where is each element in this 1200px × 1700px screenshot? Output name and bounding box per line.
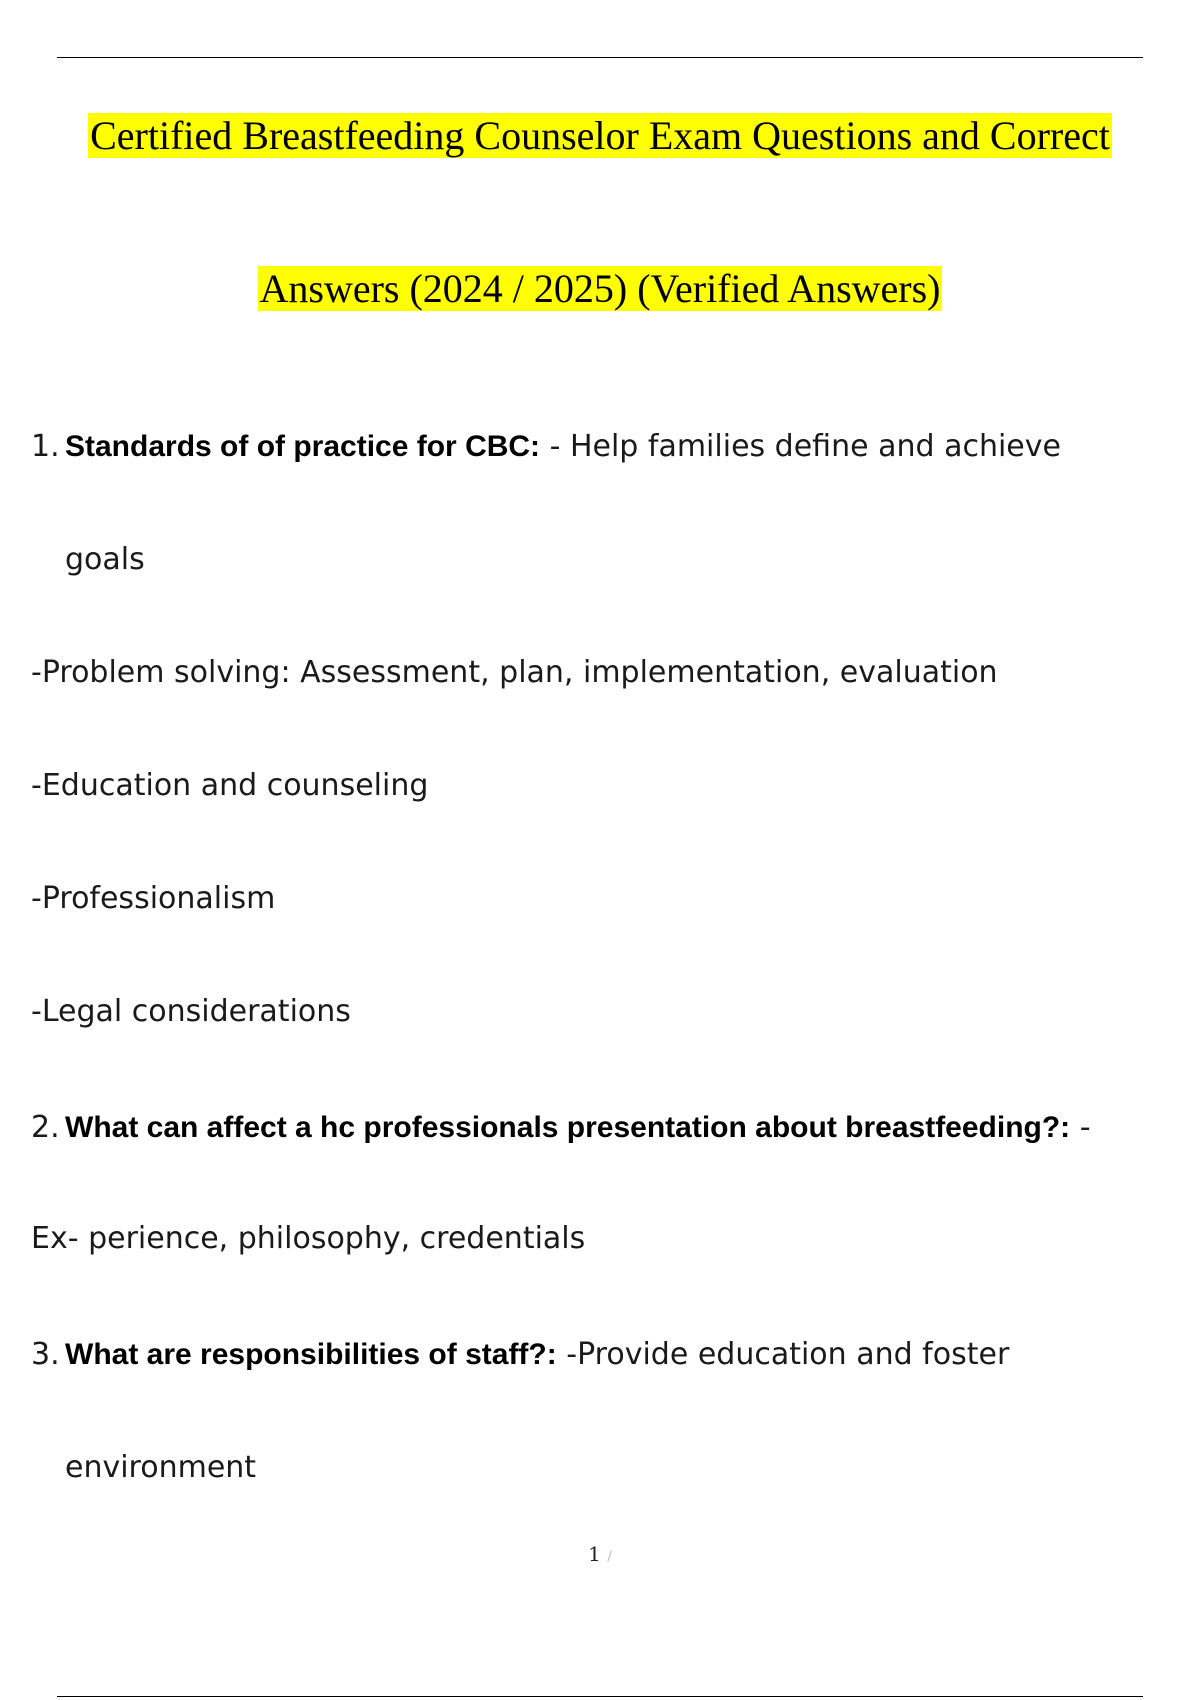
top-rule: [57, 57, 1143, 58]
answer-line: -Legal considerations: [31, 994, 351, 1029]
item-number: 3.: [31, 1337, 60, 1372]
document-title-line-2: [0, 263, 1200, 315]
answer-text: - Help families define and achieve: [540, 429, 1061, 464]
answer-text: -Provide education and foster: [556, 1337, 1010, 1372]
page-number: [0, 1542, 1200, 1566]
answer-continuation: Ex- perience, philosophy, credentials: [31, 1221, 586, 1256]
question-text: Standards of of practice for CBC:: [65, 430, 541, 463]
answer-line: -Problem solving: Assessment, plan, implementation, evaluation: [31, 655, 998, 690]
item-number: 2.: [31, 1110, 60, 1145]
qa-item-3: [31, 1335, 1009, 1375]
answer-continuation: goals: [65, 542, 145, 577]
answer-text: -: [1070, 1110, 1091, 1145]
question-text: What can affect a hc professionals presentation about breastfeeding?:: [65, 1111, 1071, 1144]
qa-item-1: [31, 427, 1061, 467]
item-number: 1.: [31, 429, 60, 464]
answer-continuation: environment: [65, 1450, 257, 1485]
answer-line: -Professionalism: [31, 881, 276, 916]
page-number-slash: /: [607, 1549, 612, 1565]
qa-item-2: [31, 1108, 1091, 1148]
title-highlight: Answers (2024 / 2025) (Verified Answers): [259, 266, 941, 311]
bottom-rule: [57, 1696, 1143, 1697]
answer-line: -Education and counseling: [31, 768, 429, 803]
document-title-line-1: [0, 110, 1200, 162]
title-highlight: Certified Breastfeeding Counselor Exam Questions and Correct: [90, 113, 1110, 158]
question-text: What are responsibilities of staff?:: [65, 1338, 557, 1371]
page-number-value: 1: [588, 1542, 601, 1566]
